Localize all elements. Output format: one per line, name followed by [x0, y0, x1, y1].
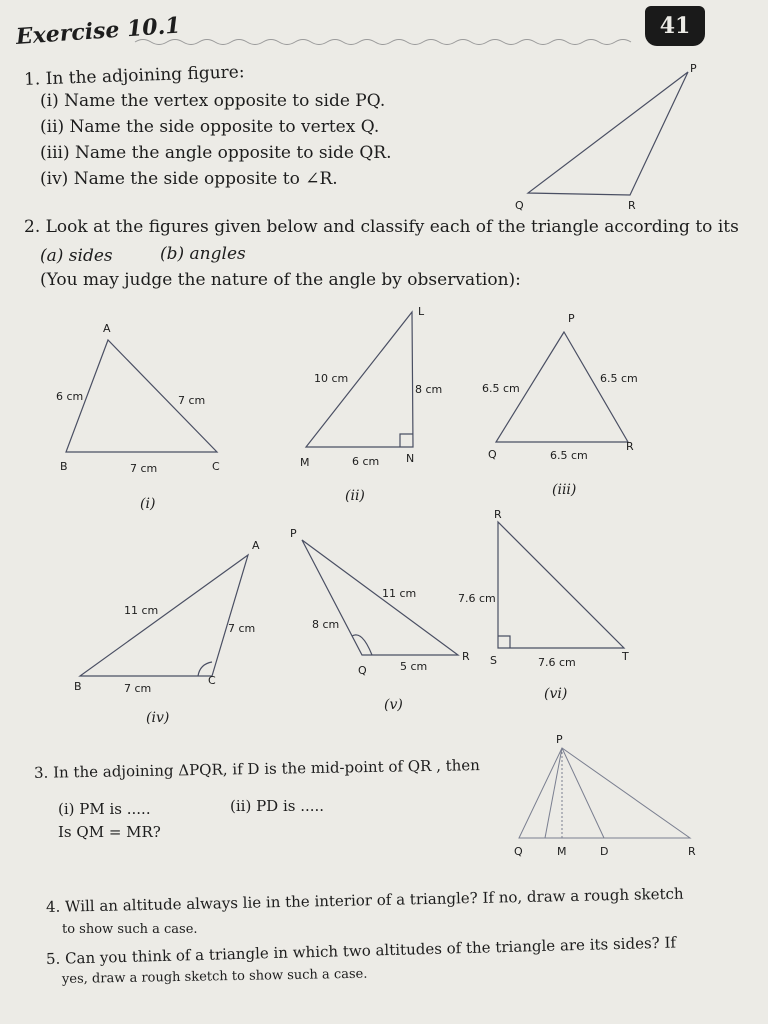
- q5-line-1: 5. Can you think of a triangle in which two altitudes of the triangle are its sides? If: [45, 933, 677, 968]
- fig3-label-p: P: [568, 312, 575, 325]
- q3-label-r: R: [688, 845, 696, 858]
- q3-intro: 3. In the adjoining ΔPQR, if D is the mid-point of QR , then: [33, 756, 481, 782]
- q1-item-4: (iv) Name the side opposite to ∠R.: [40, 169, 338, 189]
- logo-badge: 41: [645, 6, 705, 46]
- fig2-right-angle-mark: [400, 434, 413, 447]
- fig3-side-pq: 6.5 cm: [482, 382, 520, 395]
- fig5-label-p: P: [290, 527, 297, 540]
- fig1-label-c: C: [212, 460, 220, 473]
- q2-intro: 2. Look at the figures given below and classify each of the triangle according to its: [24, 217, 739, 237]
- q4-line-2: to show such a case.: [62, 922, 198, 937]
- q3-part-ii: (ii) PD is .....: [230, 797, 325, 815]
- q3-label-d: D: [600, 845, 609, 858]
- fig4-side-ab: 11 cm: [124, 604, 159, 617]
- q1-item-2: (ii) Name the side opposite to vertex Q.: [40, 117, 380, 137]
- fig5-side-qr: 5 cm: [400, 660, 428, 673]
- fig2-side-mn: 6 cm: [352, 455, 380, 468]
- fig5-label-r: R: [462, 650, 470, 663]
- q2-note: (You may judge the nature of the angle by observation):: [40, 270, 521, 290]
- fig1-label-b: B: [60, 460, 68, 473]
- fig6-side-rs: 7.6 cm: [458, 592, 496, 605]
- q4-line-1: 4. Will an altitude always lie in the interior of a triangle? If no, draw a rough sketch: [45, 884, 684, 916]
- fig4-caption: (iv): [146, 710, 170, 726]
- q3-label-p: P: [556, 733, 563, 746]
- fig1-label-a: A: [103, 322, 111, 335]
- q1-label-q: Q: [515, 199, 524, 212]
- q3-triangle-pqr: [519, 748, 690, 838]
- exercise-title: Exercise 10.1: [15, 12, 182, 50]
- fig2-label-m: M: [300, 456, 310, 469]
- q1-intro: 1. In the adjoining figure:: [23, 62, 245, 90]
- q3-median-pd: [562, 748, 604, 838]
- fig6-label-r: R: [494, 508, 502, 521]
- fig6-side-st: 7.6 cm: [538, 656, 576, 669]
- q3-label-m: M: [557, 845, 567, 858]
- q3-part-iii: Is QM = MR?: [58, 823, 161, 841]
- fig1-side-bc: 7 cm: [130, 462, 158, 475]
- fig1-caption: (i): [140, 496, 156, 512]
- fig2-label-l: L: [418, 305, 425, 318]
- fig5-caption: (v): [384, 697, 403, 713]
- fig4-side-bc: 7 cm: [124, 682, 152, 695]
- fig3-label-r: R: [626, 440, 634, 453]
- q1-item-1: (i) Name the vertex opposite to side PQ.: [40, 91, 386, 111]
- q1-triangle-pqr: [528, 72, 688, 195]
- fig2-label-n: N: [406, 452, 415, 465]
- fig2-caption: (ii): [345, 488, 365, 504]
- fig2-side-ln: 8 cm: [415, 383, 443, 396]
- q2-option-a: (a) sides: [40, 246, 113, 266]
- q3-extra-line: [545, 748, 562, 838]
- fig4-side-ac: 7 cm: [228, 622, 256, 635]
- fig6-label-t: T: [622, 650, 629, 663]
- fig4-triangle-abc: [80, 555, 248, 676]
- fig6-label-s: S: [490, 654, 497, 667]
- fig1-side-ab: 6 cm: [56, 390, 84, 403]
- fig6-triangle-rst: [498, 522, 624, 648]
- fig3-side-qr: 6.5 cm: [550, 449, 588, 462]
- fig2-side-lm: 10 cm: [314, 372, 349, 385]
- q3-label-q: Q: [514, 845, 523, 858]
- fig5-triangle-pqr: [302, 540, 458, 655]
- q5-line-2: yes, draw a rough sketch to show such a case.: [61, 966, 368, 987]
- fig6-caption: (vi): [544, 686, 568, 702]
- fig3-side-pr: 6.5 cm: [600, 372, 638, 385]
- fig5-label-q: Q: [358, 664, 367, 677]
- fig4-label-b: B: [74, 680, 82, 693]
- fig1-side-ac: 7 cm: [178, 394, 206, 407]
- fig5-side-pq: 8 cm: [312, 618, 340, 631]
- fig4-label-a: A: [252, 539, 260, 552]
- header-wavy-line: [135, 40, 631, 45]
- q2-option-b: (b) angles: [160, 244, 246, 264]
- fig6-right-angle-mark: [498, 636, 510, 648]
- q1-label-p: P: [690, 62, 697, 75]
- q3-part-i: (i) PM is .....: [58, 800, 151, 818]
- q1-label-r: R: [628, 199, 636, 212]
- fig3-label-q: Q: [488, 448, 497, 461]
- fig3-caption: (iii): [552, 482, 577, 498]
- fig5-angle-mark: [352, 635, 372, 655]
- fig4-label-c: C: [208, 674, 216, 687]
- fig5-side-pr: 11 cm: [382, 587, 417, 600]
- q1-item-3: (iii) Name the angle opposite to side QR.: [40, 143, 392, 163]
